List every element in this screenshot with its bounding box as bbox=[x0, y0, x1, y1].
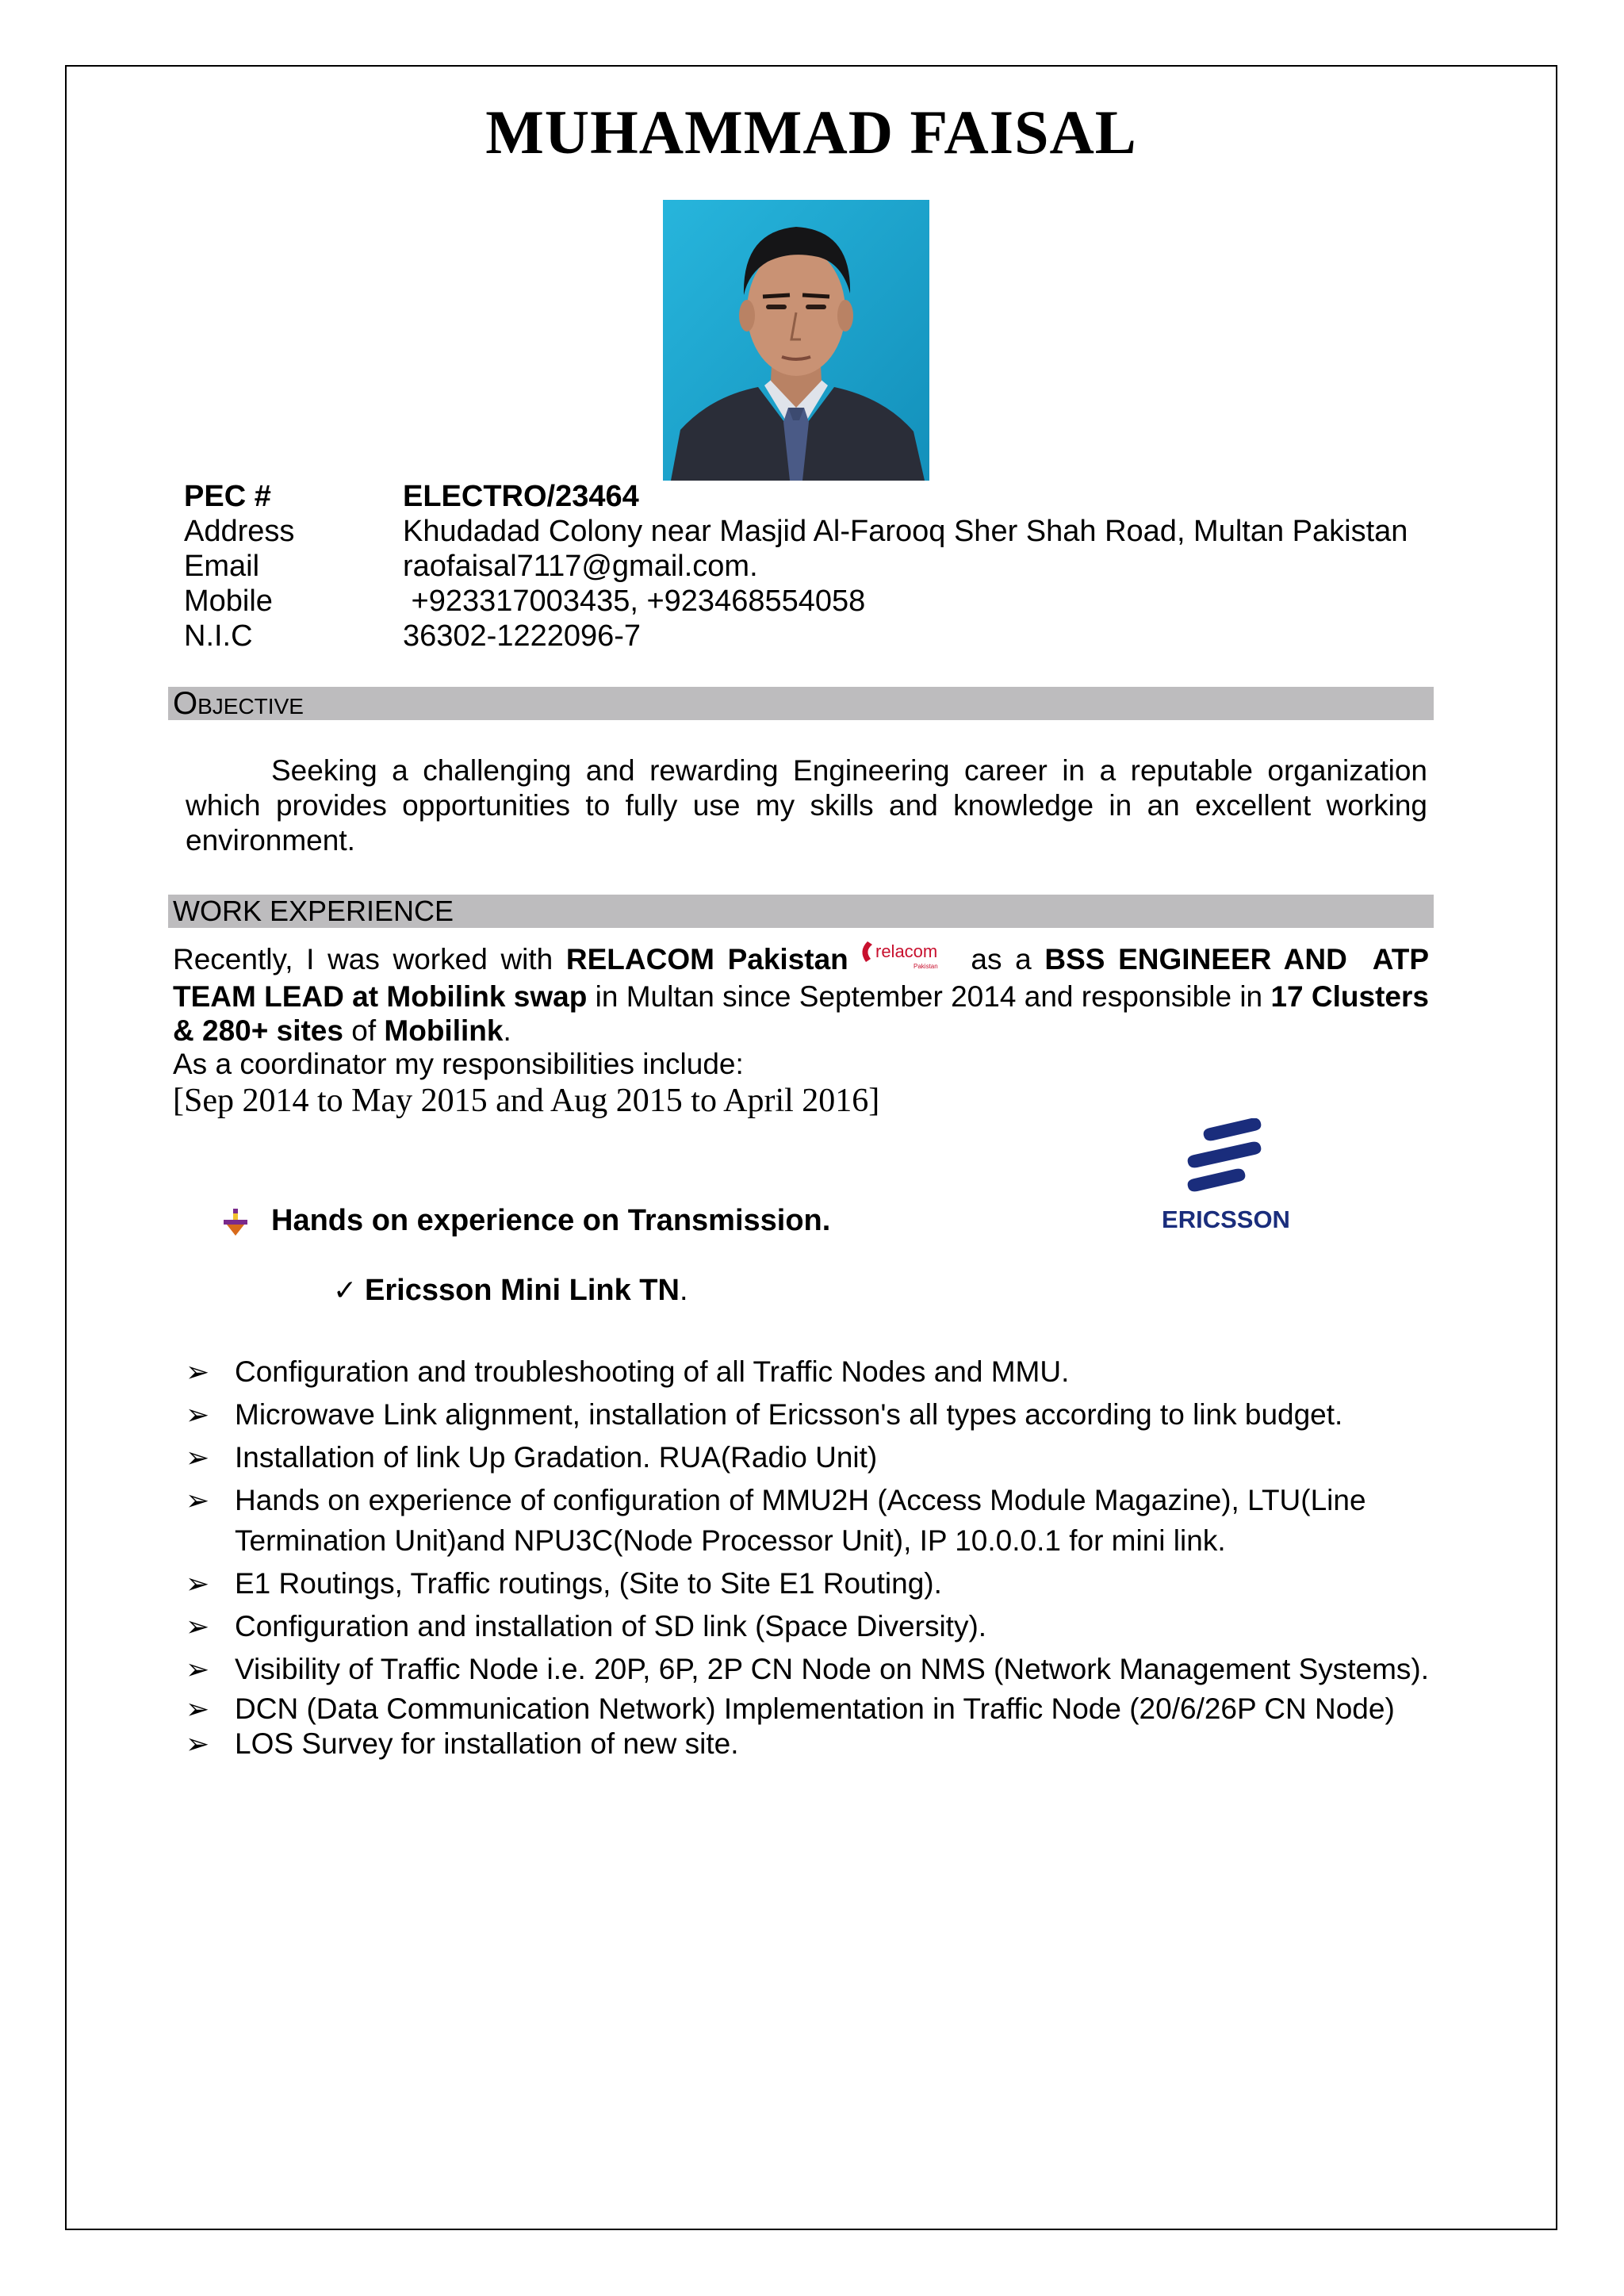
list-item-text: Microwave Link alignment, installation of Ericsson's all types according to link budget. bbox=[235, 1398, 1343, 1431]
mobile-label: Mobile bbox=[184, 585, 273, 618]
list-item-text: Visibility of Traffic Node i.e. 20P, 6P, 2P CN Node on NMS (Network Management Systems). bbox=[235, 1653, 1430, 1685]
email-value: raofaisal7117@gmail.com. bbox=[403, 550, 758, 583]
work-intro-paragraph bbox=[173, 941, 1438, 1048]
intro-text-3: in Multan since September 2014 and responsible in bbox=[587, 980, 1271, 1014]
nic-value: 36302-1222096-7 bbox=[403, 619, 642, 653]
transmission-highlight bbox=[224, 1204, 830, 1238]
address-label: Address bbox=[184, 515, 295, 548]
work-experience-heading: WORK EXPERIENCE bbox=[173, 895, 454, 927]
arrow-bullet-icon: ➢ bbox=[186, 1567, 210, 1600]
arrow-bullet-icon: ➢ bbox=[186, 1484, 210, 1516]
mini-link-item bbox=[333, 1274, 688, 1308]
list-item-text: Installation of link Up Gradation. RUA(Radio Unit) bbox=[235, 1441, 878, 1474]
list-item bbox=[186, 1563, 1435, 1604]
objective-text: Seeking a challenging and rewarding Engineering career in a reputable organization which provides opportunities to fully use my skills and knowledge in an excellent working environment. bbox=[186, 754, 1427, 857]
address-value: Khudadad Colony near Masjid Al-Farooq Sher Shah Road, Multan Pakistan bbox=[403, 515, 1408, 548]
list-item bbox=[186, 1394, 1435, 1435]
list-item bbox=[186, 1727, 1435, 1761]
list-item bbox=[186, 1692, 1435, 1727]
intro-text-4: of bbox=[343, 1014, 385, 1048]
nic-label: N.I.C bbox=[184, 619, 253, 653]
list-item bbox=[186, 1437, 1435, 1478]
arrow-bullet-icon: ➢ bbox=[186, 1441, 210, 1474]
relacom-logo-text: relacom bbox=[875, 941, 938, 962]
arrow-bullet-icon: ➢ bbox=[186, 1610, 210, 1642]
candidate-name: MUHAMMAD FAISAL bbox=[485, 98, 1137, 167]
list-item-text: Hands on experience of configuration of MMU2H (Access Module Magazine), LTU(Line Termination Unit)and NPU3C(Node Processor Unit), IP 10.0.0.1 for mini link. bbox=[235, 1484, 1366, 1557]
objective-heading: Objective bbox=[173, 686, 304, 721]
pec-value: ELECTRO/23464 bbox=[403, 480, 639, 513]
relacom-logo bbox=[856, 935, 945, 979]
responsibility-list bbox=[186, 1351, 1435, 1761]
list-item-text: DCN (Data Communication Network) Implementation in Traffic Node (20/6/26P CN Node) bbox=[235, 1692, 1395, 1725]
pec-label: PEC # bbox=[184, 480, 271, 513]
intro-text-2: as a bbox=[957, 943, 1045, 976]
list-item-text: E1 Routings, Traffic routings, (Site to Site E1 Routing). bbox=[235, 1567, 942, 1600]
list-item-text: Configuration and troubleshooting of all Traffic Nodes and MMU. bbox=[235, 1355, 1070, 1388]
client-name: Mobilink bbox=[384, 1014, 504, 1048]
coordinator-line: As a coordinator my responsibilities include: bbox=[173, 1048, 744, 1080]
ericsson-logo bbox=[1148, 1118, 1304, 1237]
transmission-highlight-text: Hands on experience on Transmission. bbox=[271, 1204, 831, 1237]
list-item bbox=[186, 1606, 1435, 1646]
mini-link-suffix: . bbox=[679, 1274, 688, 1307]
email-label: Email bbox=[184, 550, 260, 583]
company-name: RELACOM Pakistan bbox=[565, 943, 848, 976]
arrow-bullet-icon: ➢ bbox=[186, 1398, 210, 1431]
arrow-down-icon bbox=[224, 1209, 247, 1236]
arrow-bullet-icon: ➢ bbox=[186, 1692, 210, 1725]
intro-text-5: . bbox=[503, 1014, 511, 1048]
arrow-bullet-icon: ➢ bbox=[186, 1653, 210, 1685]
mini-link-text: Ericsson Mini Link TN bbox=[365, 1274, 680, 1307]
checkmark-icon: ✓ bbox=[333, 1274, 358, 1306]
profile-photo bbox=[663, 200, 929, 481]
list-item bbox=[186, 1351, 1435, 1392]
list-item-text: LOS Survey for installation of new site. bbox=[235, 1727, 739, 1760]
intro-text-1: Recently, I was worked with bbox=[173, 943, 566, 976]
list-item bbox=[186, 1649, 1435, 1689]
job-role: BSS ENGINEER AND ATP TEAM LEAD at Mobilink swap bbox=[173, 943, 1438, 1014]
ericsson-logo-text: ERICSSON bbox=[1162, 1205, 1290, 1233]
arrow-bullet-icon: ➢ bbox=[186, 1727, 210, 1760]
relacom-logo-subtext: Pakistan bbox=[913, 963, 938, 971]
list-item-text: Configuration and installation of SD link (Space Diversity). bbox=[235, 1610, 987, 1642]
cluster-count: 17 Clusters & 280+ sites bbox=[173, 980, 1429, 1048]
employment-dates: [Sep 2014 to May 2015 and Aug 2015 to April 2016] bbox=[173, 1083, 880, 1119]
mobile-value: +923317003435, +923468554058 bbox=[403, 585, 866, 618]
work-experience-heading-bar bbox=[168, 895, 1434, 928]
list-item bbox=[186, 1480, 1435, 1561]
objective-heading-bar bbox=[168, 687, 1434, 720]
arrow-bullet-icon: ➢ bbox=[186, 1355, 210, 1388]
